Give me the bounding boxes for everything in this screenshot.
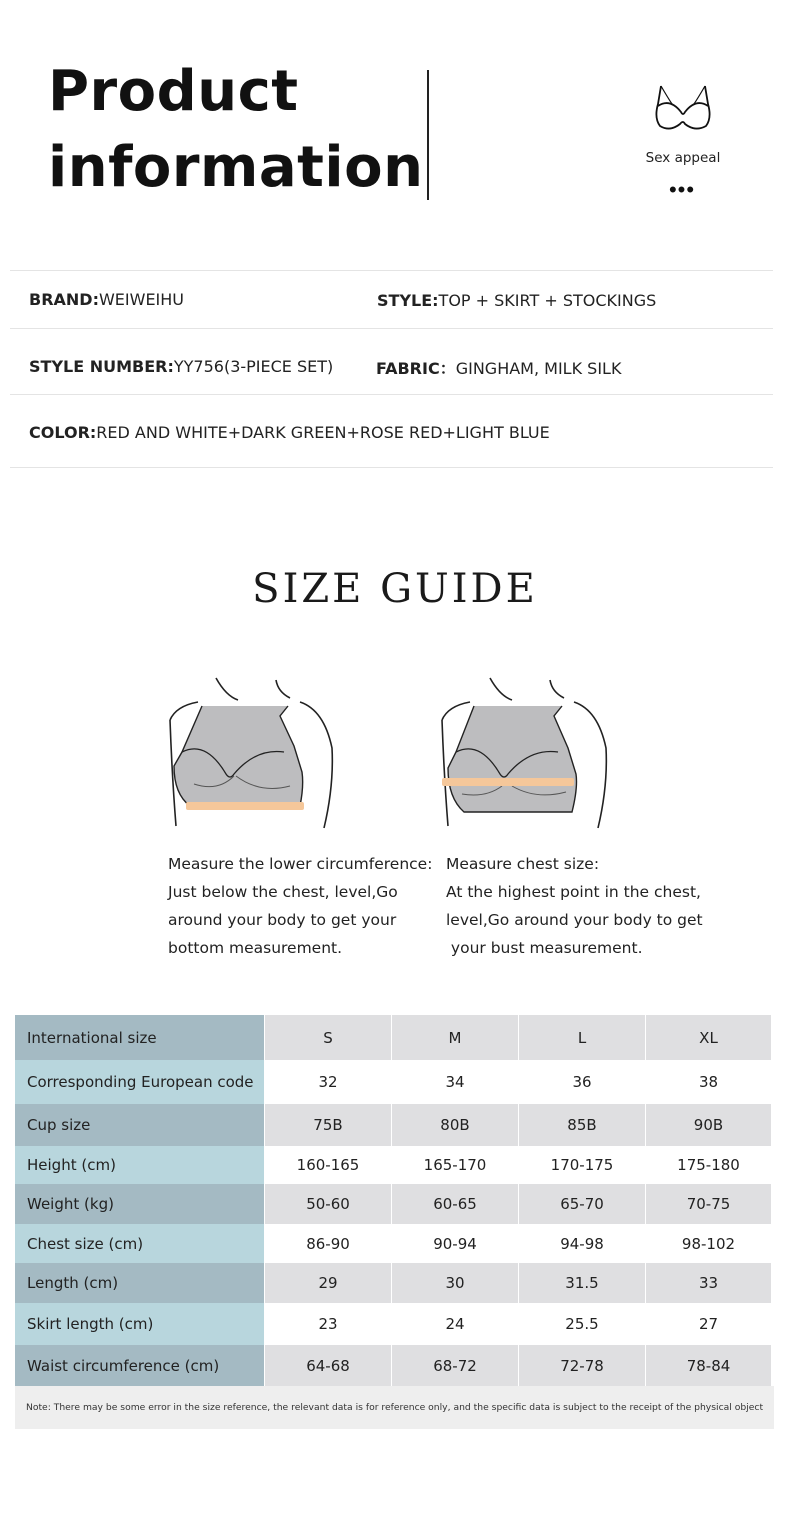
table-row: [15, 1015, 774, 1060]
table-row: [15, 1303, 774, 1345]
divider: [10, 394, 773, 395]
table-cell: 90-94: [392, 1224, 519, 1263]
row-label: Cup size: [15, 1104, 265, 1146]
table-cell: 90B: [646, 1104, 771, 1146]
table-cell: 24: [392, 1303, 519, 1345]
caption-line: At the highest point in the chest,: [446, 883, 701, 901]
color-field: [29, 423, 550, 442]
table-cell: 25.5: [519, 1303, 646, 1345]
table-cell: 31.5: [519, 1263, 646, 1303]
table-cell: L: [519, 1015, 646, 1060]
lower-circumference-figure: [168, 676, 338, 830]
table-row: [15, 1146, 774, 1184]
style-value: TOP + SKIRT + STOCKINGS: [438, 291, 657, 310]
color-value: RED AND WHITE+DARK GREEN+ROSE RED+LIGHT BLUE: [96, 423, 550, 442]
caption-line: Just below the chest, level,Go: [168, 883, 398, 901]
table-row: [15, 1263, 774, 1303]
brand-value: WEIWEIHU: [98, 290, 185, 309]
caption-line: around your body to get your: [168, 911, 397, 929]
style-label: STYLE:: [377, 291, 439, 310]
table-cell: 30: [392, 1263, 519, 1303]
divider: [10, 328, 773, 329]
table-cell: 86-90: [265, 1224, 392, 1263]
caption-line: level,Go around your body to get: [446, 911, 703, 929]
table-cell: 36: [519, 1060, 646, 1104]
table-cell: 29: [265, 1263, 392, 1303]
table-cell: M: [392, 1015, 519, 1060]
brand-field: [29, 290, 184, 309]
table-cell: 23: [265, 1303, 392, 1345]
header-divider: [427, 70, 429, 200]
table-row: [15, 1345, 774, 1386]
table-note: Note: There may be some error in the size reference, the relevant data is for reference only, and the specific data is subject to the receipt of the physical object: [15, 1386, 774, 1429]
row-label: Height (cm): [15, 1146, 265, 1184]
table-cell: 165-170: [392, 1146, 519, 1184]
table-cell: 175-180: [646, 1146, 771, 1184]
table-cell: 34: [392, 1060, 519, 1104]
size-table: [15, 1015, 774, 1429]
fabric-value: GINGHAM, MILK SILK: [455, 359, 622, 378]
table-cell: 170-175: [519, 1146, 646, 1184]
color-label: COLOR:: [29, 423, 97, 442]
table-cell: 64-68: [265, 1345, 392, 1386]
row-label: International size: [15, 1015, 265, 1060]
table-cell: XL: [646, 1015, 771, 1060]
table-cell: 85B: [519, 1104, 646, 1146]
brand-label: BRAND:: [29, 290, 99, 309]
fabric-label: FABRIC：: [376, 359, 456, 378]
table-cell: 65-70: [519, 1184, 646, 1224]
divider: [10, 467, 773, 468]
table-cell: S: [265, 1015, 392, 1060]
table-cell: 80B: [392, 1104, 519, 1146]
table-cell: 68-72: [392, 1345, 519, 1386]
chest-size-caption: [446, 850, 703, 962]
lower-circumference-caption: [168, 850, 432, 962]
table-cell: 27: [646, 1303, 771, 1345]
table-cell: 32: [265, 1060, 392, 1104]
table-cell: 33: [646, 1263, 771, 1303]
row-label: Weight (kg): [15, 1184, 265, 1224]
table-cell: 160-165: [265, 1146, 392, 1184]
table-cell: 94-98: [519, 1224, 646, 1263]
table-cell: 78-84: [646, 1345, 771, 1386]
row-label: Waist circumference (cm): [15, 1345, 265, 1386]
bra-icon: [652, 84, 714, 136]
table-row: [15, 1104, 774, 1146]
style-number-value: YY756(3-PIECE SET): [173, 357, 334, 376]
row-label: Chest size (cm): [15, 1224, 265, 1263]
chest-size-figure: [440, 676, 610, 830]
divider: [10, 270, 773, 271]
category-label: Sex appeal: [645, 150, 721, 166]
style-number-field: [29, 357, 333, 376]
page-title-line-1: Product: [48, 59, 299, 124]
table-cell: 98-102: [646, 1224, 771, 1263]
more-options-icon[interactable]: •••: [668, 177, 696, 202]
table-cell: 75B: [265, 1104, 392, 1146]
page-title-line-2: information: [48, 135, 424, 200]
row-label: Skirt length (cm): [15, 1303, 265, 1345]
table-cell: 72-78: [519, 1345, 646, 1386]
row-label: Length (cm): [15, 1263, 265, 1303]
size-guide-title: SIZE GUIDE: [252, 566, 538, 612]
table-row: [15, 1184, 774, 1224]
row-label: Corresponding European code: [15, 1060, 265, 1104]
style-number-label: STYLE NUMBER:: [29, 357, 174, 376]
fabric-field: [376, 356, 621, 379]
table-cell: 60-65: [392, 1184, 519, 1224]
caption-line: Measure the lower circumference:: [168, 855, 433, 873]
table-cell: 70-75: [646, 1184, 771, 1224]
caption-line: bottom measurement.: [168, 939, 343, 957]
table-cell: 38: [646, 1060, 771, 1104]
style-field: [377, 291, 656, 310]
table-cell: 50-60: [265, 1184, 392, 1224]
table-row: [15, 1224, 774, 1263]
caption-line: your bust measurement.: [446, 939, 643, 957]
table-row: [15, 1060, 774, 1104]
caption-line: Measure chest size:: [446, 855, 600, 873]
